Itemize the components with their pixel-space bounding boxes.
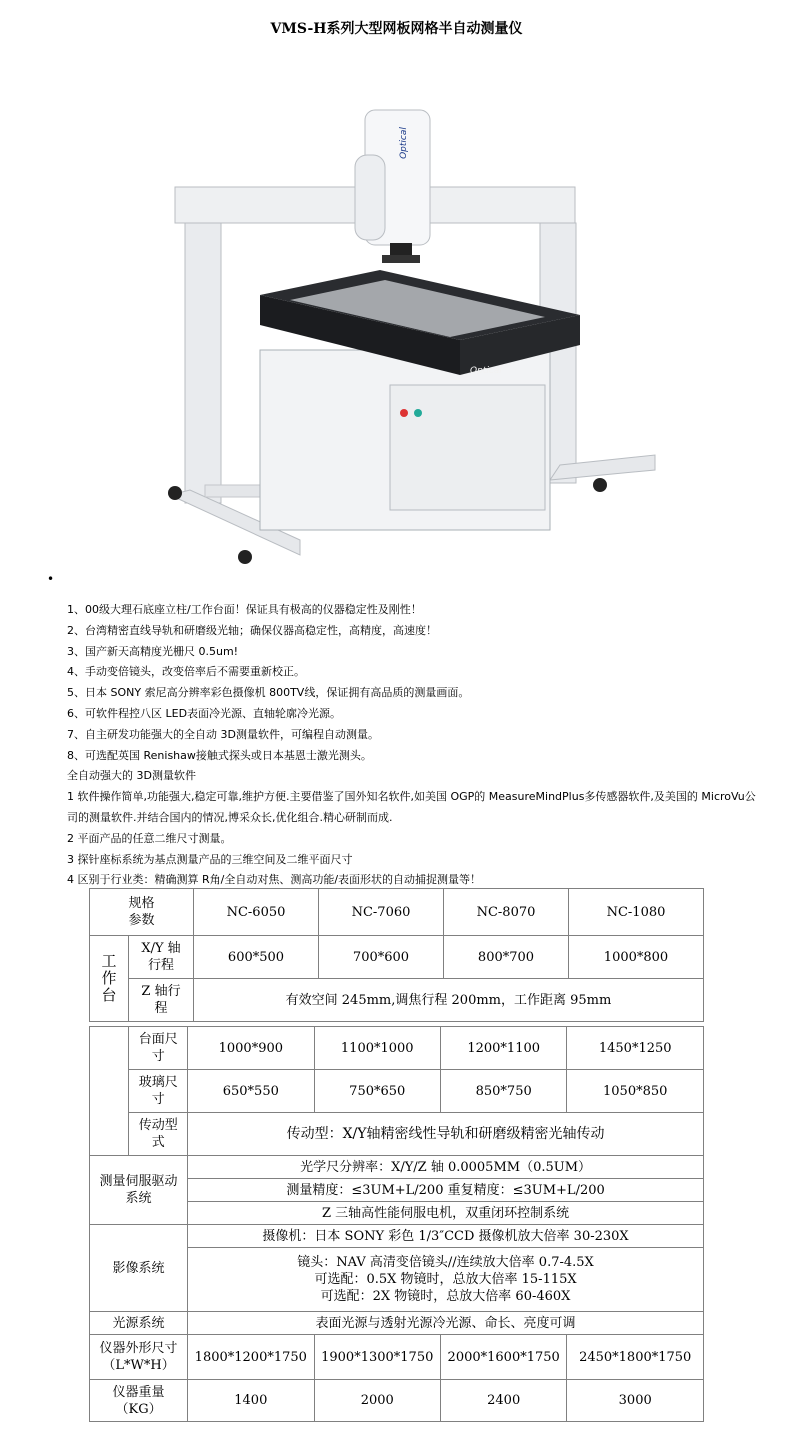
z-travel-label: Z 轴行 程 bbox=[129, 979, 194, 1022]
brand-logo-head: Optical bbox=[399, 127, 409, 159]
feature-item: 8、可选配英国 Renishaw接触式探头或日本基恩士激光测头。 bbox=[67, 748, 372, 762]
servo-line: 光学尺分辨率：X/Y/Z 轴 0.0005MM（0.5UM） bbox=[188, 1156, 704, 1179]
imaging-lens-line: 镜头：NAV 高清变倍镜头//连续放大倍率 0.7-4.5X bbox=[297, 1255, 594, 1270]
dimensions-value: 2000*1600*1750 bbox=[440, 1335, 566, 1380]
feature-item: 5、日本 SONY 索尼高分辨率彩色摄像机 800TV线，保证拥有高品质的测量画面。 bbox=[67, 686, 470, 700]
feature-item: 3、国产新天高精度光栅尺 0.5um! bbox=[67, 644, 239, 658]
imaging-lens-line: 可选配：2X 物镜时，总放大倍率 60-460X bbox=[320, 1289, 571, 1304]
feature-item: 1、00级大理石底座立柱/工作台面！保证具有极高的仪器稳定性及刚性！ bbox=[67, 603, 422, 616]
model-header: NC-1080 bbox=[569, 889, 704, 936]
imaging-camera: 摄像机：日本 SONY 彩色 1/3″CCD 摄像机放大倍率 30-230X bbox=[188, 1225, 704, 1248]
software-item: 3 探针座标系统为基点测量产品的三维空间及二维平面尺寸 bbox=[67, 852, 353, 866]
model-header: NC-8070 bbox=[444, 889, 569, 936]
feature-item: 2、台湾精密直线导轨和研磨级光轴；确保仪器高稳定性，高精度，高速度！ bbox=[67, 623, 437, 637]
weight-value: 2400 bbox=[440, 1380, 566, 1422]
dimensions-value: 1800*1200*1750 bbox=[188, 1335, 314, 1380]
header-spec-label: 规格 参数 bbox=[90, 889, 194, 936]
glass-size-value: 750*650 bbox=[314, 1070, 440, 1113]
imaging-lens-cell bbox=[188, 1248, 704, 1312]
model-header: NC-7060 bbox=[319, 889, 444, 936]
page-title: VMS-H系列大型网板网格半自动测量仪 bbox=[270, 21, 523, 37]
imaging-lens-line: 可选配：0.5X 物镜时，总放大倍率 15-115X bbox=[314, 1272, 577, 1287]
software-item: 1 软件操作简单,功能强大,稳定可靠,维护方便.主要借鉴了国外知名软件,如美国 OGP的 MeasureMindPlus多传感器软件,及美国的 MicroVu公司的测量软件.并结合国内的情况,博采众长,优化组合.精心研制而成. bbox=[67, 790, 756, 824]
worktable-group-label: 工 作 台 bbox=[90, 936, 129, 1022]
glass-size-label: 玻璃尺 寸 bbox=[129, 1070, 188, 1113]
software-heading: 全自动强大的 3D测量软件 bbox=[67, 769, 196, 783]
feature-item: 7、自主研发功能强大的全自动 3D测量软件，可编程自动测量。 bbox=[67, 727, 379, 741]
weight-value: 1400 bbox=[188, 1380, 314, 1422]
empty-group-cell bbox=[90, 1027, 129, 1156]
weight-value: 2000 bbox=[314, 1380, 440, 1422]
table-size-value: 1000*900 bbox=[188, 1027, 314, 1070]
brand-logo-stage: Optical bbox=[470, 366, 502, 376]
feature-item: 4、手动变倍镜头，改变倍率后不需要重新校正。 bbox=[67, 665, 305, 679]
xy-travel-value: 800*700 bbox=[444, 936, 569, 979]
dimensions-value: 2450*1800*1750 bbox=[567, 1335, 704, 1380]
model-header: NC-6050 bbox=[194, 889, 319, 936]
light-system-value: 表面光源与透射光源冷光源、命长、亮度可调 bbox=[188, 1312, 704, 1335]
z-travel-value: 有效空间 245mm,调焦行程 200mm，工作距离 95mm bbox=[194, 979, 704, 1022]
servo-line: 测量精度：≤3UM+L/200 重复精度：≤3UM+L/200 bbox=[188, 1179, 704, 1202]
table-size-value: 1200*1100 bbox=[440, 1027, 566, 1070]
software-item: 4 区别于行业类：精确测算 R角/全自动对焦、测高功能/表面形状的自动捕捉测量等！ bbox=[67, 873, 482, 887]
xy-travel-label: X/Y 轴 行程 bbox=[129, 936, 194, 979]
table-size-label: 台面尺 寸 bbox=[129, 1027, 188, 1070]
table-size-value: 1100*1000 bbox=[314, 1027, 440, 1070]
glass-size-value: 1050*850 bbox=[567, 1070, 704, 1113]
imaging-system-label: 影像系统 bbox=[90, 1225, 188, 1312]
glass-size-value: 650*550 bbox=[188, 1070, 314, 1113]
light-system-label: 光源系统 bbox=[90, 1312, 188, 1335]
dimensions-value: 1900*1300*1750 bbox=[314, 1335, 440, 1380]
servo-system-label: 测量伺服驱动 系统 bbox=[90, 1156, 188, 1225]
spec-table-worktable bbox=[89, 888, 704, 1022]
xy-travel-value: 700*600 bbox=[319, 936, 444, 979]
xy-travel-value: 600*500 bbox=[194, 936, 319, 979]
spec-table-main bbox=[89, 1026, 704, 1422]
feature-item: 6、可软件程控八区 LED表面冷光源、直轴轮廓冷光源。 bbox=[67, 706, 342, 720]
dimensions-label: 仪器外形尺寸 （L*W*H） bbox=[90, 1335, 188, 1380]
weight-label: 仪器重量 （KG） bbox=[90, 1380, 188, 1422]
table-size-value: 1450*1250 bbox=[567, 1027, 704, 1070]
glass-size-value: 850*750 bbox=[440, 1070, 566, 1113]
servo-line: Z 三轴高性能伺服电机，双重闭环控制系统 bbox=[188, 1202, 704, 1225]
drive-type-value: 传动型：X/Y轴精密线性导轨和研磨级精密光轴传动 bbox=[188, 1113, 704, 1156]
machine-photo bbox=[150, 95, 670, 575]
xy-travel-value: 1000*800 bbox=[569, 936, 704, 979]
bullet-marker: • bbox=[47, 572, 55, 586]
weight-value: 3000 bbox=[567, 1380, 704, 1422]
feature-list bbox=[67, 600, 757, 891]
software-item: 2 平面产品的任意二维尺寸测量。 bbox=[67, 831, 232, 845]
drive-type-label: 传动型 式 bbox=[129, 1113, 188, 1156]
